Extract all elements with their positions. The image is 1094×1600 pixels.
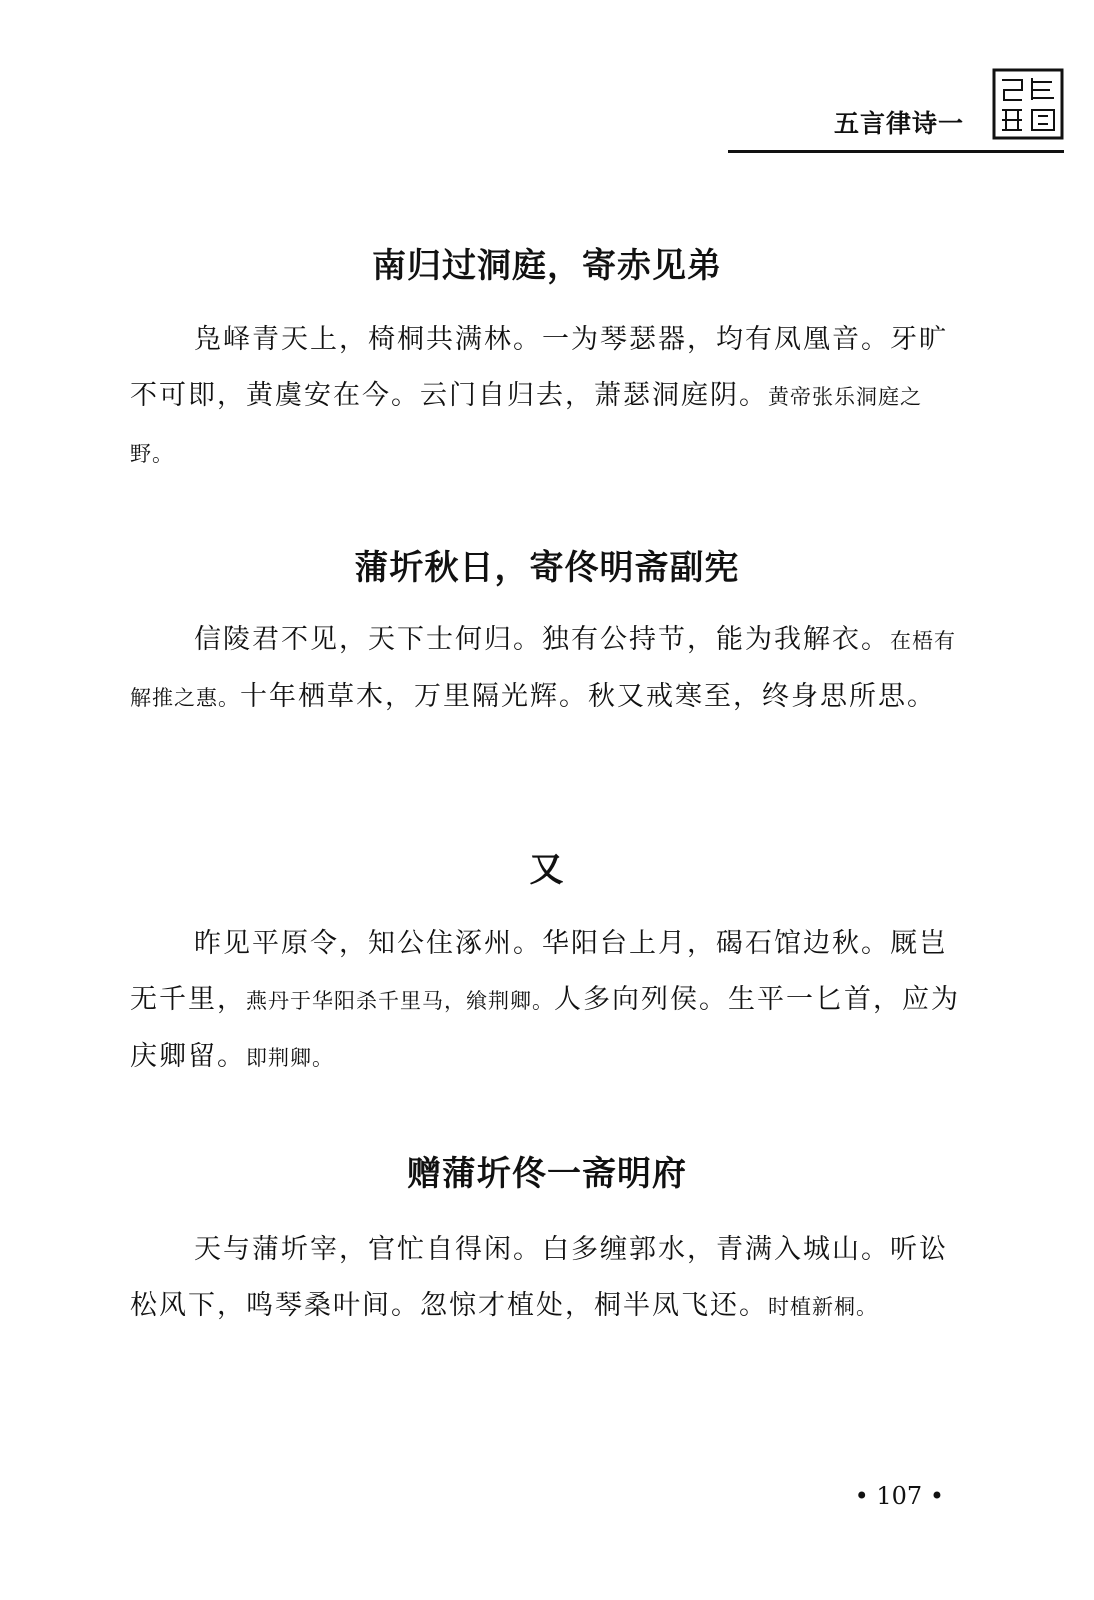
poem-title: 又: [529, 850, 565, 890]
poem-body: [130, 612, 960, 726]
poem-note: 燕丹于华阳杀千里马，飨荆卿。: [246, 989, 554, 1013]
poem-note: 时植新桐。: [768, 1295, 878, 1319]
header-rule: [728, 150, 1064, 153]
poem-note: 即荆卿。: [246, 1046, 334, 1070]
poem-body: [130, 916, 960, 1086]
poem-title: 南归过洞庭，寄赤见弟: [372, 246, 722, 286]
poem-body: [130, 312, 960, 482]
poem-lines: 十年栖草木，万里隔光辉。秋又戒寒至，终身思所思。: [240, 681, 936, 712]
poem-note: 在梧有解推之惠。: [130, 629, 956, 710]
poem-title: 蒲圻秋日，寄佟明斋副宪: [354, 548, 740, 588]
poem-title: 赠蒲圻佟一斋明府: [407, 1154, 687, 1194]
poem-lines: 凫峄青天上，椅桐共满林。一为琴瑟器，均有凤凰音。牙旷不可即，黄虞安在今。云门自归去，萧瑟洞庭阴。: [130, 324, 948, 411]
poem-lines: 信陵君不见，天下士何归。独有公持节，能为我解衣。: [194, 624, 890, 655]
poem-lines: 人多向列侯。生平一匕首，应为庆卿留。: [130, 984, 960, 1072]
poem-lines: 天与蒲圻宰，官忙自得闲。白多缠郭水，青满入城山。听讼松风下，鸣琴桑叶间。忽惊才植处，桐半凤飞还。: [130, 1234, 948, 1321]
poem-lines: 昨见平原令，知公住涿州。华阳台上月，碣石馆边秋。厩岂无千里，: [130, 928, 948, 1015]
poem-note: 黄帝张乐洞庭之野。: [130, 385, 922, 466]
page-number: • 107 •: [854, 1482, 944, 1510]
poem-body: [130, 1222, 960, 1335]
running-head: 五言律诗一: [833, 109, 964, 138]
seal-stamp-icon: [992, 68, 1064, 140]
